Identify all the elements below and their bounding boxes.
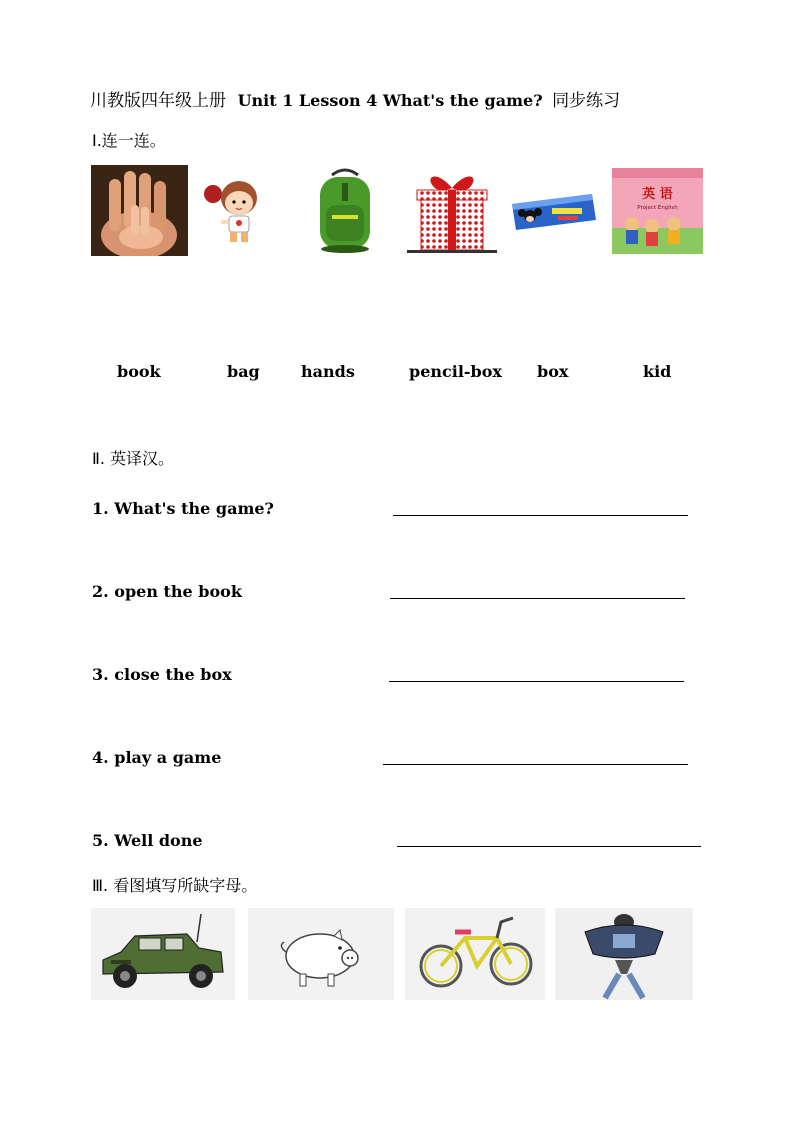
answer-line-1[interactable] [393,515,688,516]
section1-heading: Ⅰ.连一连。 [92,131,166,150]
title-en: Unit 1 Lesson 4 What's the game? [237,91,543,110]
answer-line-3[interactable] [389,681,684,682]
word-box: box [537,362,569,381]
jeep-picture [91,908,235,1000]
word-hands: hands [301,362,355,381]
bike-picture [405,908,545,1000]
answer-line-2[interactable] [390,598,685,599]
book-cover-subtitle: Project English [637,205,678,211]
book-cover-title: 英 语 [642,187,673,202]
translation-item-2: 2. open the book [92,582,242,601]
kid-drawing [203,176,265,246]
robot-picture [555,908,693,1000]
page-title [90,86,620,111]
pig-picture [248,908,394,1000]
answer-line-4[interactable] [383,764,688,765]
title-cn-suffix: 同步练习 [552,91,621,111]
word-bag: bag [227,362,260,381]
word-book: book [117,362,161,381]
answer-line-5[interactable] [397,846,701,847]
translation-item-1: 1. What's the game? [92,499,274,518]
section2-heading: Ⅱ. 英译汉。 [92,449,175,468]
translation-item-3: 3. close the box [92,665,232,684]
translation-item-4: 4. play a game [92,748,222,767]
title-cn-prefix: 川教版四年级上册 [90,91,226,111]
translation-item-5: 5. Well done [92,831,203,850]
section3-heading: Ⅲ. 看图填写所缺字母。 [92,876,258,895]
word-pencil-box: pencil-box [409,362,502,381]
word-kid: kid [643,362,672,381]
gift-box [407,166,497,254]
pencil-box [508,190,599,234]
hands-photo [91,165,188,256]
green-backpack [312,165,378,254]
english-textbook [612,168,703,254]
